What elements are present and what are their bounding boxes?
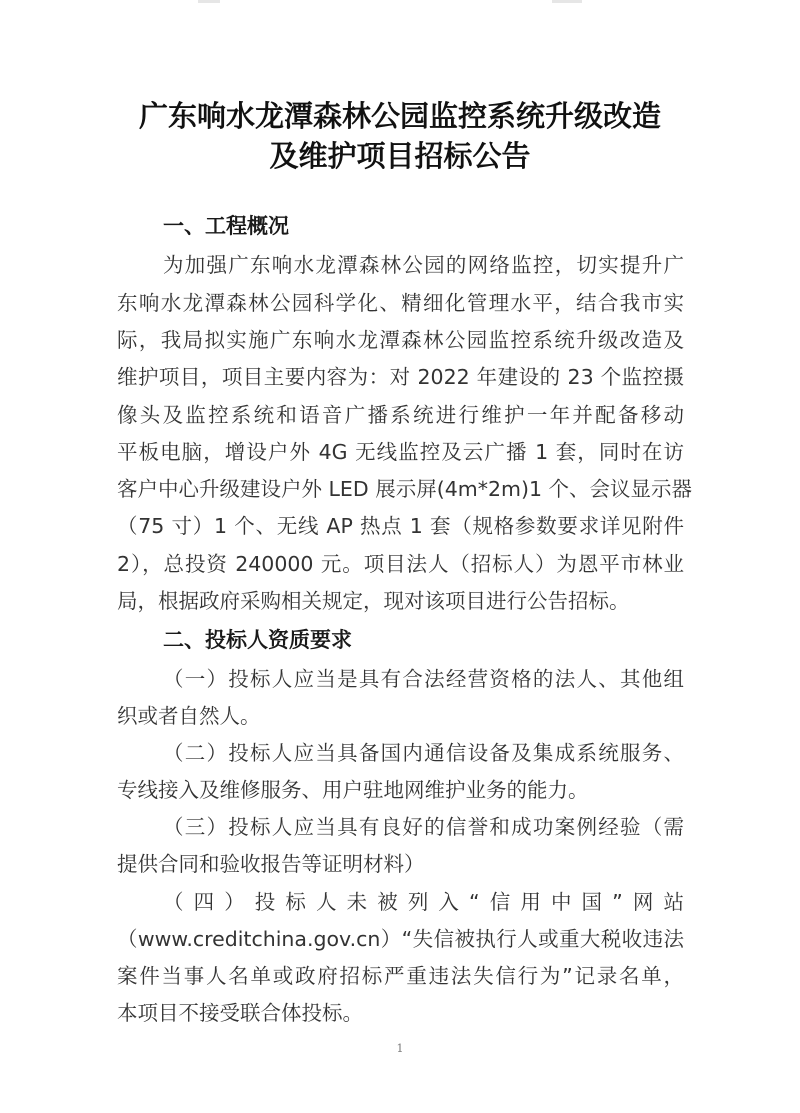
paragraph-line: （三）投标人应当具有良好的信誉和成功案例经验（需: [163, 815, 684, 839]
document-title-line-1: 广东响水龙潭森林公园监控系统升级改造: [138, 99, 661, 133]
paragraph-line: 本项目不接受联合体投标。: [117, 1001, 363, 1025]
paragraph-line: 局，根据政府采购相关规定，现对该项目进行公告招标。: [117, 589, 630, 613]
paragraph-line: 维护项目，项目主要内容为：对 2022 年建设的 23 个监控摄: [117, 365, 684, 389]
paragraph-line: 客户中心升级建设户外 LED 展示屏(4m*2m)1 个、会议显示器: [117, 477, 693, 501]
paragraph-line: 为加强广东响水龙潭森林公园的网络监控，切实提升广: [163, 253, 684, 277]
section-heading-qualifications: 二、投标人资质要求: [163, 628, 352, 652]
paragraph-line: 提供合同和验收报告等证明材料）: [117, 852, 425, 876]
scan-artifact: [552, 0, 582, 3]
paragraph-line: （四）投标人未被列入“信用中国”网站: [163, 890, 684, 914]
paragraph-line: 专线接入及维修服务、用户驻地网维护业务的能力。: [117, 778, 589, 802]
paragraph-line: （www.creditchina.gov.cn）“失信被执行人或重大税收违法: [117, 927, 684, 951]
paragraph-line: 平板电脑，增设户外 4G 无线监控及云广播 1 套，同时在访: [117, 440, 684, 464]
paragraph-line: 东响水龙潭森林公园科学化、精细化管理水平，结合我市实: [117, 291, 684, 315]
paragraph-line: （75 寸）1 个、无线 AP 热点 1 套（规格参数要求详见附件: [117, 514, 684, 538]
paragraph-line: 织或者自然人。: [117, 704, 261, 728]
section-heading-overview: 一、工程概况: [163, 214, 289, 238]
paragraph-line: （一）投标人应当是具有合法经营资格的法人、其他组: [163, 667, 684, 691]
page-number: 1: [396, 1042, 404, 1055]
paragraph-line: 际，我局拟实施广东响水龙潭森林公园监控系统升级改造及: [117, 328, 684, 352]
paragraph-line: 案件当事人名单或政府招标严重违法失信行为”记录名单，: [117, 964, 684, 988]
scan-artifact: [198, 0, 220, 3]
paragraph-line: 2），总投资 240000 元。项目法人（招标人）为恩平市林业: [117, 552, 684, 576]
document-title-line-2: 及维护项目招标公告: [269, 139, 531, 173]
paragraph-line: 像头及监控系统和语音广播系统进行维护一年并配备移动: [117, 403, 684, 427]
paragraph-line: （二）投标人应当具备国内通信设备及集成系统服务、: [163, 741, 684, 765]
